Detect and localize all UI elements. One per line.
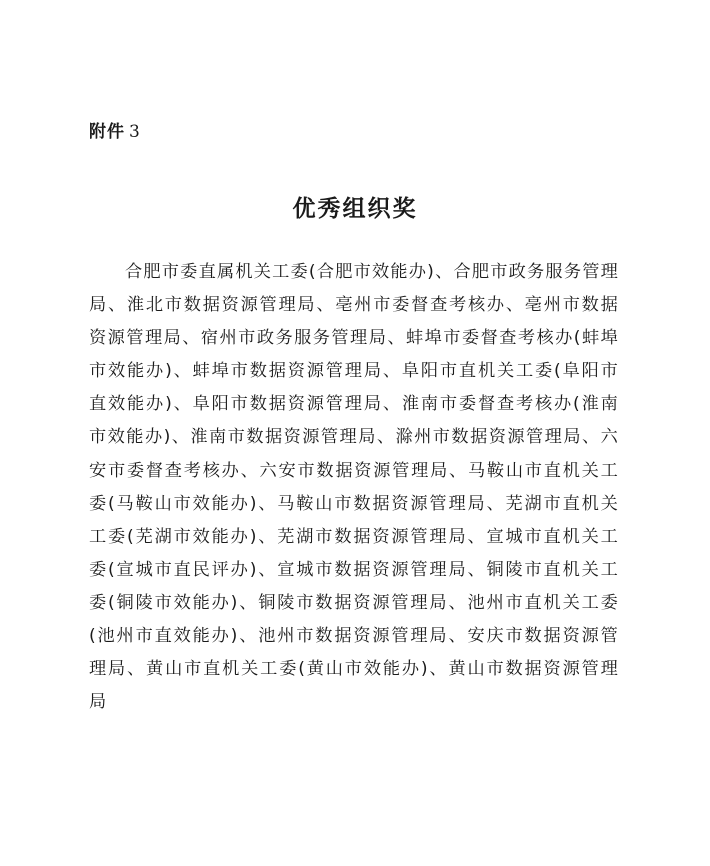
- attachment-label-text: 附件: [89, 122, 125, 142]
- attachment-number: 3: [129, 122, 141, 142]
- award-list-paragraph: 合肥市委直属机关工委(合肥市效能办)、合肥市政务服务管理局、淮北市数据资源管理局、亳州市委督查考核办、亳州市数据资源管理局、宿州市政务服务管理局、蚌埠市委督查考核办(蚌埠市效能办)、蚌埠市数据资源管理局、阜阳市直机关工委(阜阳市直效能办)、阜阳市数据资源管理局、淮南市委督查考核办(淮南市效能办)、淮南市数据资源管理局、滁州市数据资源管理局、六安市委督查考核办、六安市数据资源管理局、马鞍山市直机关工委(马鞍山市效能办)、马鞍山市数据资源管理局、芜湖市直机关工委(芜湖市效能办)、芜湖市数据资源管理局、宣城市直机关工委(宣城市直民评办)、宣城市数据资源管理局、铜陵市直机关工委(铜陵市效能办)、铜陵市数据资源管理局、池州市直机关工委(池州市直效能办)、池州市数据资源管理局、安庆市数据资源管理局、黄山市直机关工委(黄山市效能办)、黄山市数据资源管理局: [89, 262, 619, 713]
- document-title: 优秀组织奖: [292, 196, 418, 222]
- attachment-label: [89, 117, 141, 142]
